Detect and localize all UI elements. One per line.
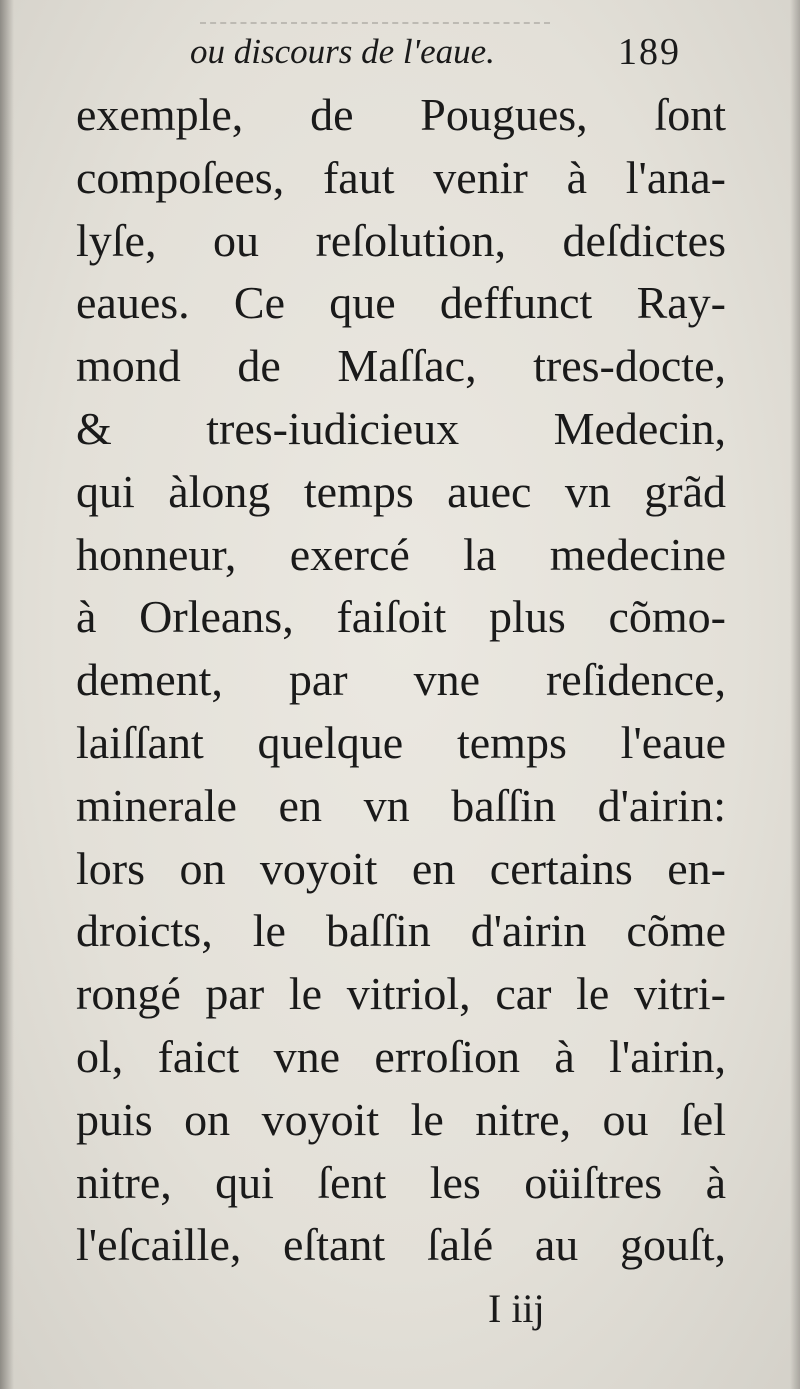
text-line: honneur, exercé la medecine: [76, 528, 726, 580]
text-line: lyſe, ou reſolution, deſdictes: [76, 214, 726, 266]
text-line: droicts, le baſſin d'airin cõme: [76, 905, 726, 957]
running-head: ou discours de l'eaue.: [190, 32, 495, 71]
text-line: rongé par le vitriol, car le vitri-: [76, 968, 726, 1020]
text-line: nitre, qui ſent les oüiſtres à: [76, 1156, 726, 1208]
text-line: dement, par vne reſidence,: [76, 654, 726, 706]
page-edge-shadow-right: [790, 0, 800, 1389]
text-line: minerale en vn baſſin d'airin:: [76, 779, 726, 831]
text-line: à Orleans, faiſoit plus cõmo-: [76, 591, 726, 643]
text-line: exemple, de Pougues, ſont: [76, 89, 726, 140]
text-line: lors on voyoit en certains en-: [76, 842, 726, 894]
text-line: & tres-iudicieux Medecin,: [76, 402, 726, 454]
text-line: puis on voyoit le nitre, ou ſel: [76, 1093, 726, 1145]
body-text: [76, 84, 726, 1277]
page-number: 189: [618, 31, 681, 73]
text-line: ol, faict vne erroſion à l'airin,: [76, 1030, 726, 1082]
text-line: mond de Maſſac, tres-docte,: [76, 340, 726, 392]
text-line: compoſees, faut venir à l'ana-: [76, 151, 726, 203]
text-line: laiſſant quelque temps l'eaue: [76, 716, 726, 768]
text-line: l'eſcaille, eſtant ſalé au gouſt,: [76, 1219, 726, 1271]
header-rule: [200, 22, 550, 24]
signature-mark: I iij: [488, 1286, 545, 1331]
page-edge-shadow-left: [0, 0, 14, 1389]
text-line: qui àlong temps auec vn grãd: [76, 465, 726, 517]
text-line: eaues. Ce que deffunct Ray-: [76, 277, 726, 329]
